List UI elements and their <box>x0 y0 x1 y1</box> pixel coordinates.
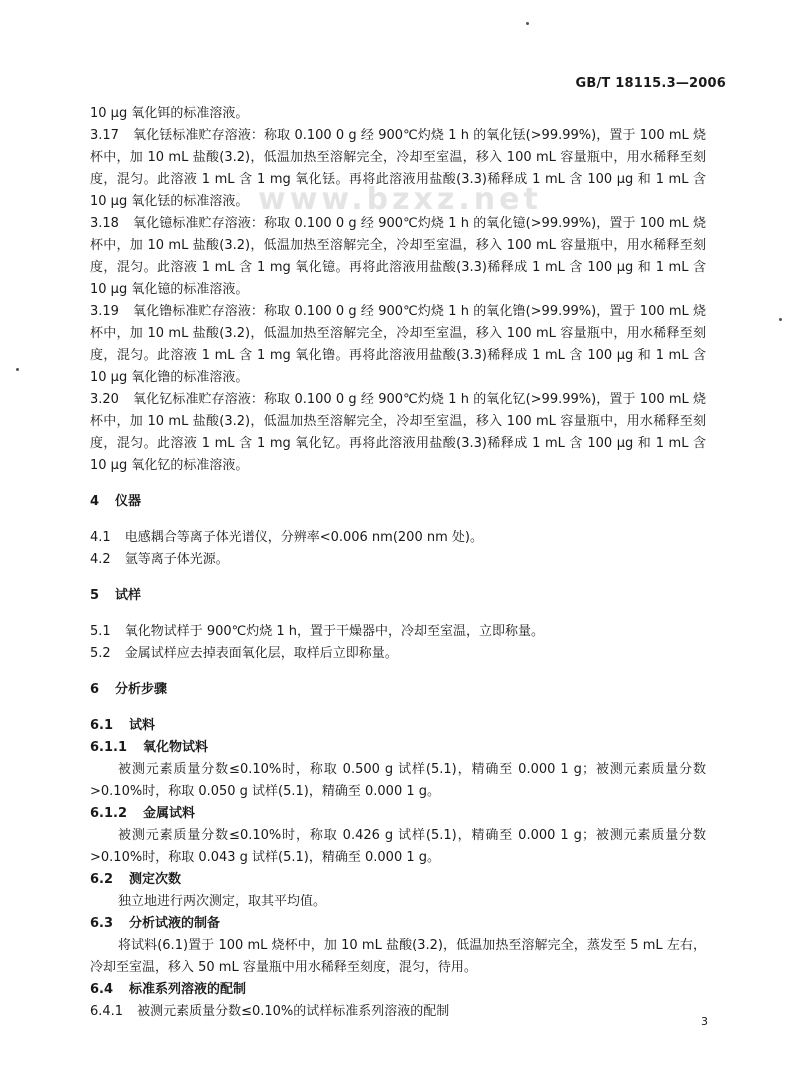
clause-number: 3.17 <box>90 128 119 143</box>
clause-3-18 <box>90 213 706 301</box>
document-body <box>90 103 706 1023</box>
clause-text: 被测元素质量分数≤0.10%的试样标准系列溶液的配制 <box>137 1004 450 1019</box>
clause-number: 3.20 <box>90 392 119 407</box>
clause-number: 3.18 <box>90 216 119 231</box>
clause-text: 氧化物试样于 900℃灼烧 1 h，置于干燥器中，冷却至室温，立即称量。 <box>124 624 545 639</box>
clause-4-1 <box>90 527 706 549</box>
section-number: 5 <box>90 588 100 603</box>
section-number: 6.1.1 <box>90 740 128 755</box>
subsection-6-2 <box>90 869 706 891</box>
section-title: 氧化物试料 <box>143 740 209 755</box>
clause-text: 氩等离子体光源。 <box>124 552 229 567</box>
section-4-heading <box>90 491 706 513</box>
subsection-6-1-1 <box>90 737 706 759</box>
watermark: www.bzxz.net <box>258 182 542 217</box>
section-title: 测定次数 <box>129 872 182 887</box>
section-title: 试样 <box>115 588 142 603</box>
clause-number: 5.2 <box>90 646 111 661</box>
clause-3-20 <box>90 389 706 477</box>
section-number: 4 <box>90 494 100 509</box>
section-title: 仪器 <box>115 494 142 509</box>
section-5-heading <box>90 585 706 607</box>
clause-text: 氧化钇标准贮存溶液：称取 0.100 0 g 经 900℃灼烧 1 h 的氧化钇(>99.99%)，置于 100 mL 烧杯中，加 10 mL 盐酸(3.2)，低温加热至溶解完全，冷却至室温，移入 100 mL 容量瓶中，用水稀释至刻度，混匀。此溶液 1 mL 含 1 mg 氧化钇。再将此溶液用盐酸(3.3)稀释成 1 mL 含 100 μg 和 1 mL 含 10 μg 氧化钇的标准溶液。 <box>90 392 706 473</box>
clause-text: 金属试样应去掉表面氧化层，取样后立即称量。 <box>124 646 398 661</box>
paragraph: 被测元素质量分数≤0.10%时，称取 0.426 g 试样(5.1)，精确至 0.000 1 g；被测元素质量分数>0.10%时，称取 0.043 g 试样(5.1)，精确至 0.000 1 g。 <box>90 828 706 865</box>
clause-text: 氧化镱标准贮存溶液：称取 0.100 0 g 经 900℃灼烧 1 h 的氧化镱(>99.99%)，置于 100 mL 烧杯中，加 10 mL 盐酸(3.2)，低温加热至溶解完全，冷却至室温，移入 100 mL 容量瓶中，用水稀释至刻度，混匀。此溶液 1 mL 含 1 mg 氧化镱。再将此溶液用盐酸(3.3)稀释成 1 mL 含 100 μg 和 1 mL 含 10 μg 氧化镱的标准溶液。 <box>90 216 706 297</box>
section-title: 分析步骤 <box>115 682 168 697</box>
page-number: 3 <box>701 1015 708 1028</box>
clause-4-2 <box>90 549 706 571</box>
clause-5-1 <box>90 621 706 643</box>
subsection-6-1 <box>90 715 706 737</box>
clause-text: 氧化镥标准贮存溶液：称取 0.100 0 g 经 900℃灼烧 1 h 的氧化镥(>99.99%)，置于 100 mL 烧杯中，加 10 mL 盐酸(3.2)，低温加热至溶解完全，冷却至室温，移入 100 mL 容量瓶中，用水稀释至刻度，混匀。此溶液 1 mL 含 1 mg 氧化镥。再将此溶液用盐酸(3.3)稀释成 1 mL 含 100 μg 和 1 mL 含 10 μg 氧化镥的标准溶液。 <box>90 304 706 385</box>
scan-speck <box>526 22 529 25</box>
section-6-heading <box>90 679 706 701</box>
paragraph: 独立地进行两次测定，取其平均值。 <box>118 894 327 909</box>
section-title: 分析试液的制备 <box>129 916 221 931</box>
clause-number: 4.2 <box>90 552 111 567</box>
clause-5-2 <box>90 643 706 665</box>
subsection-6-3 <box>90 913 706 935</box>
section-number: 6.2 <box>90 872 114 887</box>
section-number: 6.1.2 <box>90 806 128 821</box>
clause-3-17 <box>90 125 706 213</box>
section-number: 6.1 <box>90 718 114 733</box>
clause-number: 3.19 <box>90 304 119 319</box>
clause-number: 4.1 <box>90 530 111 545</box>
standard-number: GB/T 18115.3—2006 <box>575 76 726 91</box>
subsection-6-1-2 <box>90 803 706 825</box>
clause-text: 氧化铥标准贮存溶液：称取 0.100 0 g 经 900℃灼烧 1 h 的氧化铥(>99.99%)，置于 100 mL 烧杯中，加 10 mL 盐酸(3.2)，低温加热至溶解完全，冷却至室温，移入 100 mL 容量瓶中，用水稀释至刻度，混匀。此溶液 1 mL 含 1 mg 氧化铥。再将此溶液用盐酸(3.3)稀释成 1 mL 含 100 μg 和 1 mL 含 10 μg 氧化铥的标准溶液。 <box>90 128 706 209</box>
paragraph: 被测元素质量分数≤0.10%时，称取 0.500 g 试样(5.1)，精确至 0.000 1 g；被测元素质量分数>0.10%时，称取 0.050 g 试样(5.1)，精确至 0.000 1 g。 <box>90 762 706 799</box>
clause-text: 电感耦合等离子体光谱仪，分辨率<0.006 nm(200 nm 处)。 <box>124 530 483 545</box>
clause-6-4-1 <box>90 1001 706 1023</box>
section-title: 试料 <box>129 718 156 733</box>
clause-number: 6.4.1 <box>90 1004 124 1019</box>
section-number: 6.3 <box>90 916 114 931</box>
scan-speck <box>16 368 19 371</box>
clause-3-19 <box>90 301 706 389</box>
clause-number: 5.1 <box>90 624 111 639</box>
section-number: 6 <box>90 682 100 697</box>
paragraph: 10 μg 氧化铒的标准溶液。 <box>90 106 249 121</box>
subsection-6-4 <box>90 979 706 1001</box>
section-title: 标准系列溶液的配制 <box>129 982 247 997</box>
scan-speck <box>779 318 782 321</box>
section-number: 6.4 <box>90 982 114 997</box>
section-title: 金属试料 <box>143 806 196 821</box>
paragraph: 将试料(6.1)置于 100 mL 烧杯中，加 10 mL 盐酸(3.2)，低温加热至溶解完全，蒸发至 5 mL 左右，冷却至室温，移入 50 mL 容量瓶中用水稀释至刻度，混匀，待用。 <box>90 938 706 975</box>
